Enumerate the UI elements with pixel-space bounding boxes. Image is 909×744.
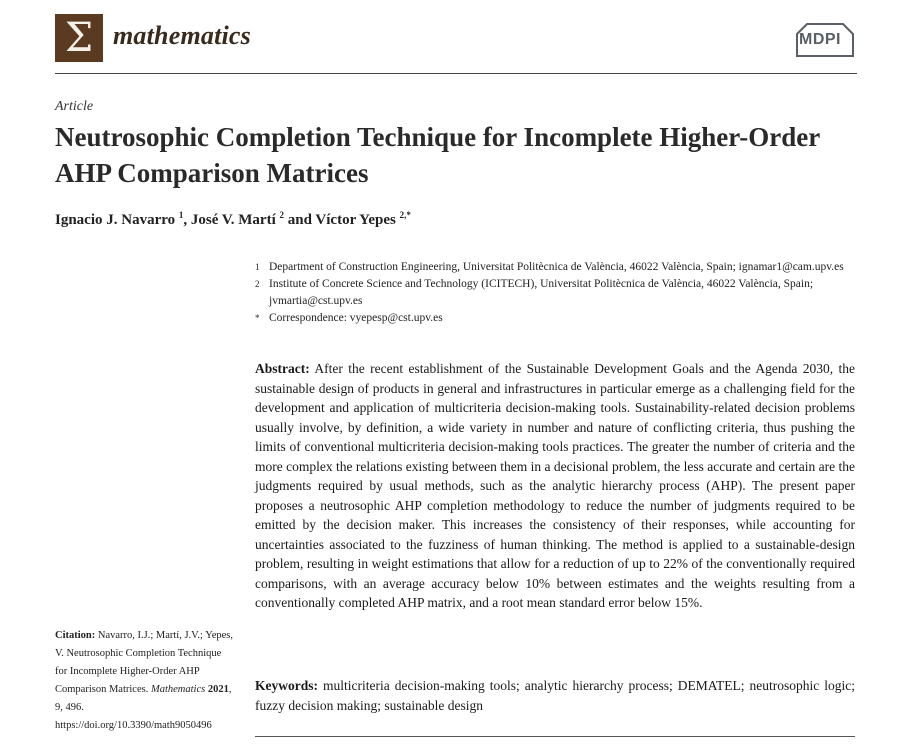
correspondence-text: Correspondence: vyepesp@cst.upv.es (269, 312, 443, 324)
sigma-icon: Σ (64, 15, 94, 61)
header-divider (55, 73, 857, 74)
citation-doi-link[interactable]: , 9, 496. https://doi.org/10.3390/math9050496 (55, 684, 232, 731)
footer-divider (255, 736, 855, 737)
article-type: Article (55, 99, 94, 114)
affiliation-item (255, 310, 855, 327)
author-name[interactable]: Ignacio J. Navarro (55, 212, 176, 228)
keywords (255, 676, 855, 715)
abstract (255, 359, 855, 613)
author-affil-ref: 2,* (399, 210, 411, 220)
affiliation-item (255, 259, 855, 276)
citation-text: Navarro, I.J.; Martí, J.V.; Yepes, V. Neutrosophic Completion Technique for Incomplete Higher-Order AHP Comparison Matrices. (55, 630, 234, 695)
affiliation-marker: 2 (255, 279, 260, 289)
mdpi-logo[interactable] (793, 20, 857, 60)
affiliation-marker: 1 (255, 262, 260, 272)
citation-label: Citation: (55, 630, 96, 641)
page-title: Neutrosophic Completion Technique for Incomplete Higher-Order AHP Comparison Matrices (55, 122, 820, 188)
journal-header (55, 14, 857, 66)
mdpi-logo-text: MDPI (799, 31, 841, 48)
journal-name[interactable]: mathematics (113, 21, 251, 50)
citation-block (55, 627, 235, 735)
keywords-label: Keywords: (255, 678, 318, 693)
author-name[interactable]: Víctor Yepes (315, 212, 396, 228)
affiliation-text: Department of Construction Engineering, Universitat Politècnica de València, 46022 València, Spain; ignamar1@cam.upv.es (269, 261, 844, 273)
author-list: Ignacio J. Navarro $^1$, José V. Martí $^2$ and Víctor Yepes $^{2,*}$ (55, 210, 411, 228)
abstract-label: Abstract: (255, 361, 310, 376)
author-affil-ref: 1 (178, 210, 184, 220)
keywords-text: multicriteria decision-making tools; analytic hierarchy process; DEMATEL; neutrosophic logic; fuzzy decision making; sustainable design (255, 678, 855, 713)
affiliation-text: Institute of Concrete Science and Technology (ICITECH), Universitat Politècnica de València, 46022 València, Spain; jvmartia@cst.upv.es (269, 278, 814, 307)
affiliation-item (255, 276, 855, 310)
journal-logo[interactable] (55, 14, 103, 62)
abstract-text: After the recent establishment of the Sustainable Development Goals and the Agenda 2030, the sustainable design of products in general and infrastructures in particular emerge as a challenging field for the development and application of multicriteria decision-making tools. Sustainability-related decision problems usually involve, by definition, a wide variety in number and nature of conflicting criteria, thus pushing the limits of conventional multicriteria decision-making tools practices. The greater the number of criteria and the more complex the relations existing between them in a decisional problem, the less accurate and certain are the judgments required by usual methods, such as the analytic hierarchy process (AHP). The present paper proposes a neutrosophic AHP completion methodology to reduce the number of judgments required to be emitted by the decision maker. This increases the consistency of their responses, while accounting for uncertainties associated to the fuzziness of human thinking. The method is applied to a sustainable-design problem, resulting in weight estimations that allow for a reduction of up to 22% of the conventionally required comparisons, with an average accuracy below 10% between estimates and the weights resulting from a conventionally completed AHP matrix, and a root mean standard error below 15%. (255, 361, 855, 610)
citation-journal: Mathematics (150, 684, 206, 695)
author-name[interactable]: José V. Martí (190, 212, 276, 228)
author-affil-ref: 2 (279, 210, 284, 220)
affiliation-marker: * (255, 313, 260, 323)
citation-year: 2021 (207, 684, 229, 695)
affiliations (255, 259, 855, 327)
